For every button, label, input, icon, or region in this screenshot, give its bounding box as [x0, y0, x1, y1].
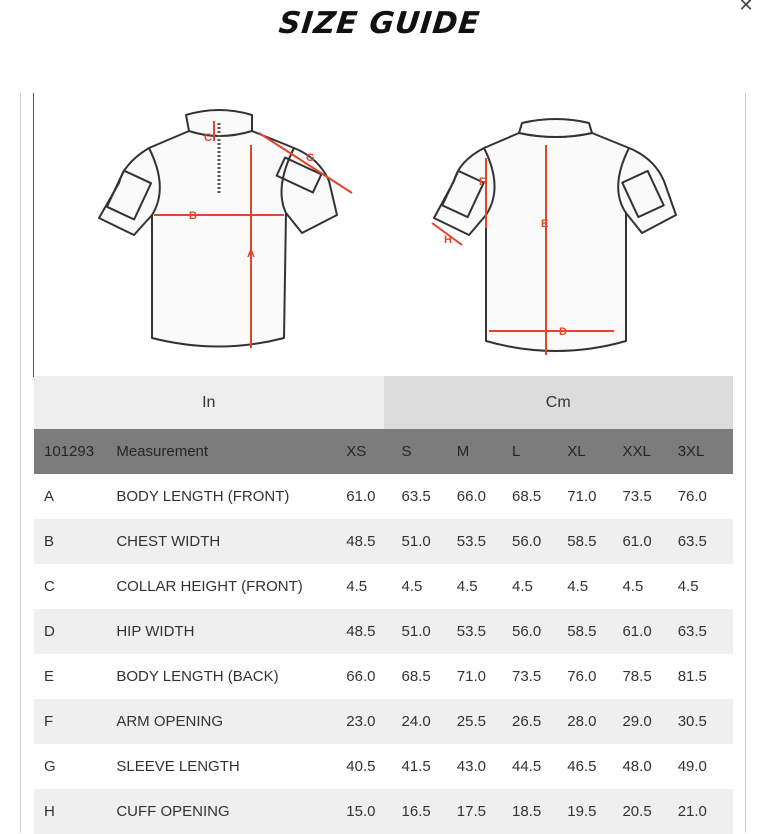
table-row	[34, 699, 733, 744]
page-title: SIZE GUIDE	[277, 6, 482, 41]
table-row	[34, 744, 733, 789]
row-value: 61.0	[622, 519, 677, 564]
tab-cm[interactable]: Cm	[384, 376, 734, 429]
row-value: 30.5	[678, 699, 733, 744]
label-e: E	[541, 218, 549, 230]
row-code: A	[34, 474, 116, 519]
row-value: 4.5	[346, 564, 401, 609]
label-g: G	[306, 152, 315, 164]
row-value: 18.5	[512, 789, 567, 834]
row-value: 63.5	[402, 474, 457, 519]
unit-tabs	[34, 376, 733, 429]
row-value: 23.0	[346, 699, 401, 744]
table-header-row	[34, 429, 733, 474]
row-value: 17.5	[457, 789, 512, 834]
row-value: 63.5	[678, 609, 733, 654]
table-row	[34, 564, 733, 609]
row-value: 48.0	[622, 744, 677, 789]
row-code: B	[34, 519, 116, 564]
label-d: D	[559, 326, 567, 338]
row-value: 53.5	[457, 609, 512, 654]
table-row	[34, 609, 733, 654]
row-value: 4.5	[402, 564, 457, 609]
row-value: 20.5	[622, 789, 677, 834]
row-measurement: SLEEVE LENGTH	[116, 744, 346, 789]
row-value: 68.5	[402, 654, 457, 699]
row-value: 51.0	[402, 609, 457, 654]
row-value: 21.0	[678, 789, 733, 834]
row-value: 63.5	[678, 519, 733, 564]
row-value: 58.5	[567, 609, 622, 654]
back-shirt-body	[434, 133, 676, 351]
row-value: 4.5	[678, 564, 733, 609]
row-measurement: ARM OPENING	[116, 699, 346, 744]
shirt-diagram	[33, 93, 734, 377]
row-value: 61.0	[346, 474, 401, 519]
row-value: 40.5	[346, 744, 401, 789]
row-value: 76.0	[678, 474, 733, 519]
row-code: G	[34, 744, 116, 789]
table-row	[34, 474, 733, 519]
row-code: F	[34, 699, 116, 744]
row-value: 48.5	[346, 609, 401, 654]
table-row	[34, 519, 733, 564]
header-measurement: Measurement	[116, 429, 346, 474]
row-value: 4.5	[512, 564, 567, 609]
header-3xl: 3XL	[678, 429, 733, 474]
row-value: 58.5	[567, 519, 622, 564]
header-xs: XS	[346, 429, 401, 474]
row-value: 15.0	[346, 789, 401, 834]
row-value: 71.0	[457, 654, 512, 699]
row-value: 29.0	[622, 699, 677, 744]
label-f: F	[479, 176, 486, 188]
row-value: 51.0	[402, 519, 457, 564]
row-value: 61.0	[622, 609, 677, 654]
row-value: 53.5	[457, 519, 512, 564]
row-measurement: BODY LENGTH (FRONT)	[116, 474, 346, 519]
label-b: B	[189, 210, 197, 222]
row-value: 43.0	[457, 744, 512, 789]
row-value: 4.5	[457, 564, 512, 609]
row-value: 26.5	[512, 699, 567, 744]
row-value: 66.0	[457, 474, 512, 519]
row-value: 73.5	[512, 654, 567, 699]
size-guide-panel	[20, 93, 746, 833]
row-value: 46.5	[567, 744, 622, 789]
row-value: 56.0	[512, 519, 567, 564]
header-xl: XL	[567, 429, 622, 474]
label-a: A	[247, 248, 255, 260]
tab-in[interactable]: In	[34, 376, 384, 429]
back-collar	[519, 119, 592, 137]
row-value: 48.5	[346, 519, 401, 564]
row-value: 16.5	[402, 789, 457, 834]
row-value: 44.5	[512, 744, 567, 789]
header-m: M	[457, 429, 512, 474]
row-measurement: BODY LENGTH (BACK)	[116, 654, 346, 699]
close-icon[interactable]: ✕	[738, 0, 754, 15]
header-style-number: 101293	[34, 429, 116, 474]
row-value: 81.5	[678, 654, 733, 699]
header-xxl: XXL	[622, 429, 677, 474]
row-measurement: COLLAR HEIGHT (FRONT)	[116, 564, 346, 609]
row-code: E	[34, 654, 116, 699]
table-row	[34, 789, 733, 834]
row-value: 41.5	[402, 744, 457, 789]
row-value: 28.0	[567, 699, 622, 744]
row-value: 24.0	[402, 699, 457, 744]
row-value: 19.5	[567, 789, 622, 834]
row-value: 4.5	[622, 564, 677, 609]
row-value: 78.5	[622, 654, 677, 699]
row-value: 49.0	[678, 744, 733, 789]
header-l: L	[512, 429, 567, 474]
row-code: D	[34, 609, 116, 654]
row-value: 76.0	[567, 654, 622, 699]
row-value: 56.0	[512, 609, 567, 654]
header-s: S	[402, 429, 457, 474]
row-value: 66.0	[346, 654, 401, 699]
row-measurement: CHEST WIDTH	[116, 519, 346, 564]
row-code: H	[34, 789, 116, 834]
row-code: C	[34, 564, 116, 609]
size-table	[34, 429, 733, 834]
row-value: 73.5	[622, 474, 677, 519]
row-value: 25.5	[457, 699, 512, 744]
row-value: 4.5	[567, 564, 622, 609]
row-measurement: HIP WIDTH	[116, 609, 346, 654]
row-value: 71.0	[567, 474, 622, 519]
label-h: H	[444, 234, 452, 246]
label-c: C	[204, 132, 212, 144]
row-value: 68.5	[512, 474, 567, 519]
row-measurement: CUFF OPENING	[116, 789, 346, 834]
table-row	[34, 654, 733, 699]
